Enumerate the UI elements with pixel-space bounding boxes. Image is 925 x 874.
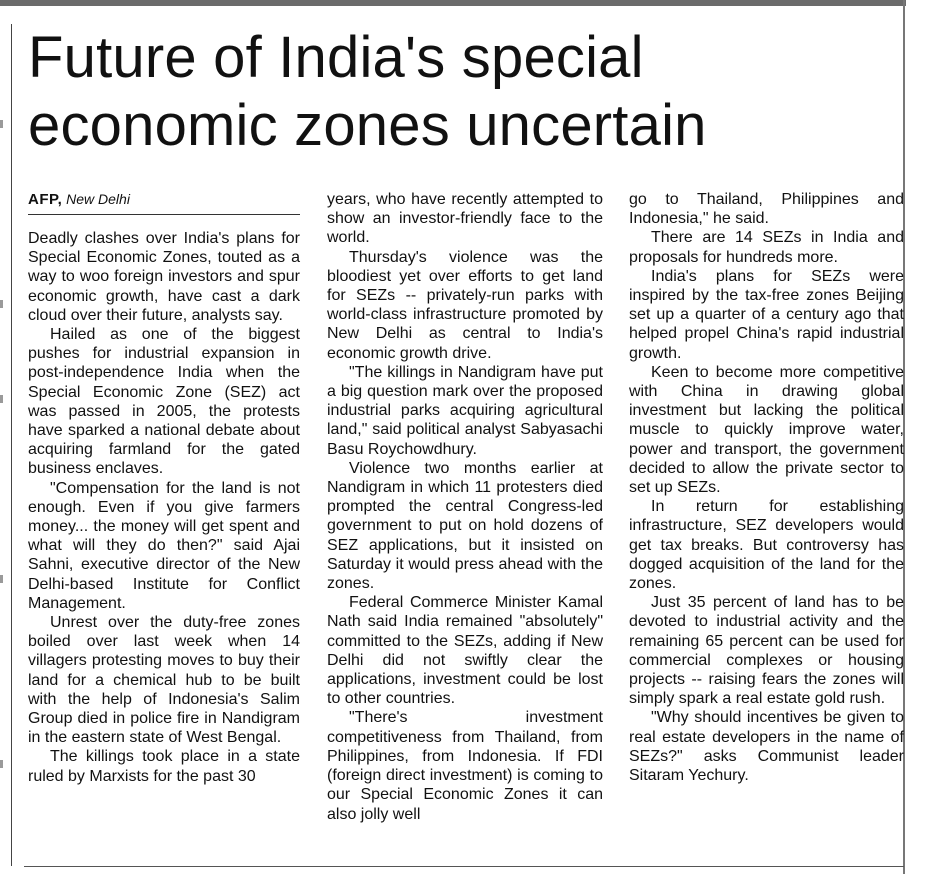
paragraph: "There's investment competitiveness from Thailand, from Philippines, from Indonesia. If FDI (foreign direct investment) is coming to our Special Economic Zones it can also jolly well [327,709,603,823]
paragraph: There are 14 SEZs in India and proposals for hundreds more. [629,229,904,266]
margin-mark [0,300,3,308]
paragraph: "Why should incentives be given to real estate developers in the name of SEZs?" asks Communist leader Sitaram Yechury. [629,709,904,785]
byline-rule [28,214,300,215]
paragraph: In return for establishing infrastructure, SEZ developers would get tax breaks. But controversy has dogged acquisition of the land for the zones. [629,498,904,593]
paragraph: Hailed as one of the biggest pushes for industrial expansion in post-independence India when the Special Economic Zone (SEZ) act was passed in 2005, the protests have sparked a national debate about acquiring farmland for the gated business enclaves. [28,326,300,478]
margin-mark [0,120,3,128]
paragraph: "The killings in Nandigram have put a big question mark over the proposed industrial parks acquiring agricultural land," said political analyst Sabyasachi Basu Roychowdhury. [327,363,603,458]
left-column-rule [11,24,12,866]
article-column-1 [28,229,300,786]
paragraph: Violence two months earlier at Nandigram in which 11 protesters died prompted the central Congress-led government to put on hold dozens of SEZ applications, but it insisted on Saturday it would press ahead with the zones. [327,459,603,593]
paragraph: "Compensation for the land is not enough. Even if you give farmers money... the money will get spent and what will they do then?" said Ajai Sahni, executive director of the New Delhi-based Institute for Conflict Management. [28,479,300,612]
paragraph: Keen to become more competitive with China in drawing global investment but lacking the political muscle to quickly improve water, power and transport, the government decided to allow the private sector to set up SEZs. [629,363,904,497]
paragraph: India's plans for SEZs were inspired by the tax-free zones Beijing set up a quarter of a century ago that helped propel China's rapid industrial growth. [629,267,904,362]
byline-place: New Delhi [66,191,130,207]
margin-mark [0,760,3,768]
paragraph: Deadly clashes over India's plans for Special Economic Zones, touted as a way to woo foreign investors and spur economic growth, have cast a dark cloud over their future, analysts say. [28,230,300,324]
paragraph: go to Thailand, Philippines and Indonesia," he said. [629,191,904,228]
paragraph: years, who have recently attempted to show an investor-friendly face to the world. [327,191,603,247]
headline-line-2: economic zones uncertain [28,93,707,158]
byline-agency: AFP, [28,191,63,208]
top-border-rule [0,0,906,6]
bottom-rule [24,866,904,867]
paragraph: Thursday's violence was the bloodiest yet over efforts to get land for SEZs -- privately-run parks with world-class infrastructure promoted by New Delhi as central to India's economic growth drive. [327,248,603,362]
paragraph: Federal Commerce Minister Kamal Nath said India remained "absolutely" committed to the SEZs, adding if New Delhi did not swiftly clear the applications, investment could be lost to other countries. [327,594,603,708]
margin-mark [0,575,3,583]
article-column-2 [327,190,603,824]
headline [28,24,898,160]
paragraph: The killings took place in a state ruled by Marxists for the past 30 [28,748,300,785]
article-column-3 [629,190,904,785]
headline-line-1: Future of India's special [28,25,644,90]
paragraph: Unrest over the duty-free zones boiled over last week when 14 villagers protesting moves to buy their land for a chemical hub to be built with the help of Indonesia's Salim Group died in police fire in Nandigram in the eastern state of West Bengal. [28,614,300,747]
byline [28,190,300,209]
margin-mark [0,395,3,403]
paragraph: Just 35 percent of land has to be devoted to industrial activity and the remaining 65 percent can be used for commercial complexes or housing projects -- raising fears the zones will simply spark a real estate gold rush. [629,594,904,708]
